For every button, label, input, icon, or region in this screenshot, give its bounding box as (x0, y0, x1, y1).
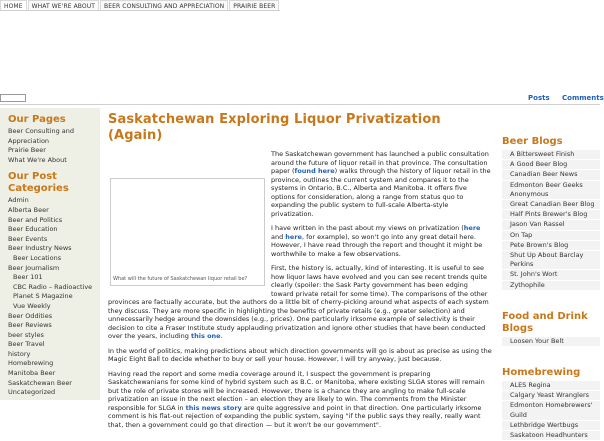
category-link[interactable]: Planet S Magazine (13, 292, 73, 301)
blogroll-link[interactable]: Jason Van Rassel (502, 220, 600, 230)
beer-blogs-heading: Beer Blogs (502, 136, 563, 147)
blogroll-link[interactable]: ALES Regina (502, 381, 600, 391)
page-link[interactable]: Prairie Beer (8, 146, 46, 155)
category-link[interactable]: Beer Reviews (8, 321, 52, 330)
blogroll-link[interactable]: Loosen Your Belt (502, 337, 600, 347)
nav-prairie-beer[interactable]: PRAIRIE BEER (229, 0, 279, 10)
left-sidebar (0, 108, 100, 400)
here-link[interactable]: here (463, 224, 481, 232)
blogroll-link[interactable]: Half Pints Brewer's Blog (502, 210, 600, 220)
blogroll-link[interactable]: Lethbridge Wertbugs (502, 421, 600, 431)
blogroll-link[interactable]: Edmonton Homebrewers' Guild (502, 401, 600, 420)
found-here-link[interactable]: found here (294, 167, 335, 175)
nav-home[interactable]: HOME (0, 0, 27, 10)
blogroll-link[interactable]: Pete Brown's Blog (502, 241, 600, 251)
nav-what-were-about[interactable]: WHAT WE'RE ABOUT (28, 0, 99, 10)
category-link[interactable]: Vue Weekly (13, 301, 51, 310)
beer-blogs-list (502, 150, 600, 291)
categories-list (8, 196, 100, 397)
article-paragraph: In the world of politics, making predictions about which direction governments will go is about as precise as using the Magic Eight Ball to decide whether to buy or sell your house. However, I will try anyway, just because. (108, 346, 492, 363)
article-title[interactable]: Saskatchewan Exploring Liquor Privatization (Again) (108, 112, 441, 143)
right-sidebar (500, 112, 600, 440)
blogroll-link[interactable]: Great Canadian Beer Blog (502, 200, 600, 210)
category-link[interactable]: Saskatchewan Beer (8, 378, 72, 387)
header-divider (0, 104, 600, 105)
blogroll-link[interactable]: St. John's Wort (502, 270, 600, 280)
category-link[interactable]: beer styles (8, 330, 44, 339)
article-paragraph: First, the history is, actually, kind of interesting. It is useful to see how liquor laws have evolved and you can see recent trends quite clearly (spoiler: the Sask Party government has been edging toward private retail for some time). The comparisons of the other provinces are factually accurate, but the authors do a little bit of cherry-picking around what aspects of each system they discuss. They are more specific in highlighting the benefits of private retails (e.g., greater selection) and unnecessarily hedge around the downsides (e.g., prices). One particularly irksome example of selectivity is their decision to cite a Fraser Institute study applauding privatization and ignore other studies that have been conducted over the years, including this one. (108, 264, 489, 340)
homebrewing-list (502, 381, 600, 441)
category-link[interactable]: Uncategorized (8, 388, 56, 397)
category-link[interactable]: Alberta Beer (8, 205, 49, 214)
categories-heading: Our Post Categories (8, 171, 69, 195)
category-link[interactable]: history (8, 349, 31, 358)
category-link[interactable]: Beer Travel (8, 340, 45, 349)
article-figure (110, 178, 265, 286)
search-input[interactable] (0, 94, 26, 102)
category-link[interactable]: Beer Locations (13, 253, 62, 262)
category-link[interactable]: Manitoba Beer (8, 369, 56, 378)
news-story-link[interactable]: this news story (185, 403, 242, 412)
food-blogs-heading: Food and Drink Blogs (502, 310, 588, 334)
category-link[interactable]: Homebrewing (8, 359, 54, 368)
posts-feed-link[interactable]: Posts (528, 94, 550, 102)
food-blogs-list (502, 337, 600, 347)
category-link[interactable]: Beer Events (8, 234, 48, 243)
article-paragraph: Having read the report and some media coverage around it, I suspect the government is preparing Saskatchewanians for some kind of hybrid system such as B.C. or Manitoba, where existing SLGA stores will remain but the role of private stores will be increased. However, there is a chance they are angling to make full-scale privatization an issue in the next election – an election they are likely to win. The comments from the Minister responsible for SLGA in this news story are quite aggressive and point in that direction. One particularly irksome comment is his flat-out rejection of expanding the public system, saying "if the public says they really, really want that, then a government could go that direction — but it won't be our government". (108, 369, 485, 429)
category-link[interactable]: Admin (8, 196, 29, 205)
category-link[interactable]: Beer 101 (13, 273, 43, 282)
figure-caption: What will the future of Saskatchewan liquor retail be? (113, 276, 248, 282)
category-link[interactable]: Beer Journalism (8, 263, 60, 272)
category-link[interactable]: Beer and Politics (8, 215, 63, 224)
blogroll-link[interactable]: On Tap (502, 231, 600, 241)
blogroll-link[interactable]: Canadian Beer News (502, 170, 600, 180)
blogroll-link[interactable]: Saskatoon Headhunters (502, 431, 600, 441)
comments-feed-link[interactable]: Comments (562, 94, 604, 102)
category-link[interactable]: Beer Education (8, 225, 58, 234)
page-link[interactable]: What We're About (8, 155, 67, 164)
blogroll-link[interactable]: Shut Up About Barclay Perkins (502, 251, 600, 270)
category-link[interactable]: Beer Oddities (8, 311, 53, 320)
top-navigation (0, 0, 280, 11)
category-link[interactable]: CBC Radio – Radioactive (13, 282, 93, 291)
category-link[interactable]: Beer Industry News (8, 244, 72, 253)
blogroll-link[interactable]: Edmonton Beer Geeks Anonymous (502, 181, 600, 200)
here-link[interactable]: here (285, 232, 302, 241)
article (108, 112, 492, 435)
page-link[interactable]: Beer Consulting and Appreciation (8, 127, 75, 145)
article-paragraph: I have written in the past about my views on privatization (here and here, for example), so won't go into any great detail here. However, I have read through the report and thought it might be worthwhile to make a few observations. (271, 224, 483, 258)
blogroll-link[interactable]: Calgary Yeast Wranglers (502, 391, 600, 401)
this-one-link[interactable]: this one (190, 332, 221, 340)
blogroll-link[interactable]: A Good Beer Blog (502, 160, 600, 170)
homebrewing-heading: Homebrewing (502, 367, 581, 379)
article-paragraph: The Saskatchewan government has launched a public consultation around the future of liquor retail in that province. The consultation paper (found here) walks through the history of liquor retail in the province, outlines the current system and compares it to the systems in Ontario, B.C., Alberta and Manitoba. It offers five options for consideration, along a range from status quo to expanding the public system to full-scale Alberta-style privatization. (271, 150, 491, 218)
blogroll-link[interactable]: A Bittersweet Finish (502, 150, 600, 160)
pages-list (8, 127, 100, 165)
pages-heading: Our Pages (8, 114, 66, 125)
blogroll-link[interactable]: Zythophile (502, 281, 600, 291)
nav-beer-consulting[interactable]: BEER CONSULTING AND APPRECIATION (100, 0, 228, 10)
